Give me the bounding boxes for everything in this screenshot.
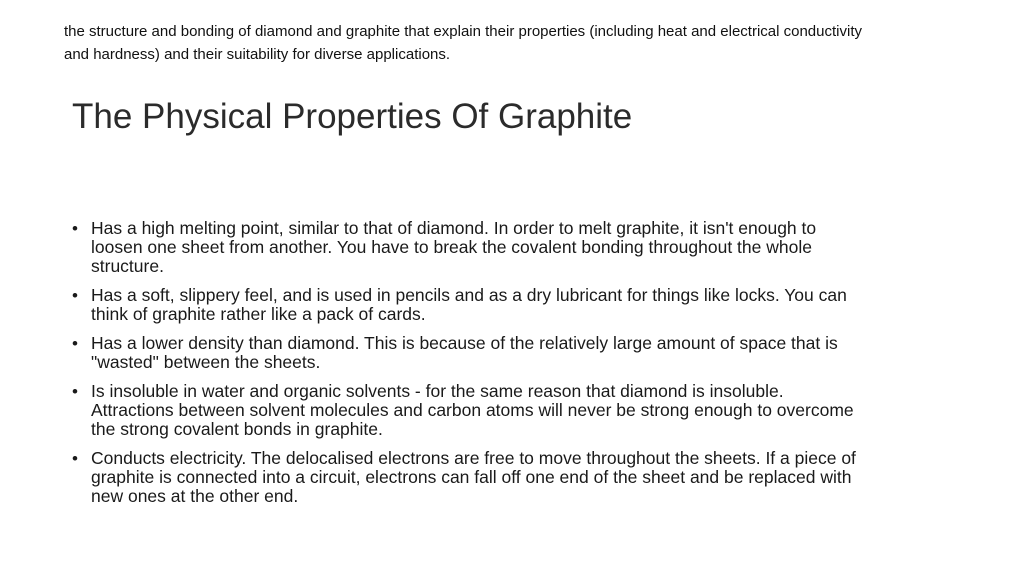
bullet-point-icon: • (72, 334, 78, 353)
bullet-item-melting-point (72, 219, 862, 276)
bullet-text: Has a soft, slippery feel, and is used in pencils and as a dry lubricant for things like locks. You can think of graphite rather like a pack of cards. (91, 285, 847, 324)
bullet-item-conducts-electricity (72, 449, 862, 506)
bullet-item-soft-slippery (72, 286, 862, 324)
header-note: the structure and bonding of diamond and graphite that explain their properties (including heat and electrical conductivity and hardness) and their suitability for diverse applications. (64, 23, 862, 63)
slide-title: The Physical Properties Of Graphite (72, 97, 633, 136)
bullet-text: Has a high melting point, similar to that of diamond. In order to melt graphite, it isn't enough to loosen one sheet from another. You have to break the covalent bonding throughout the whole structure. (91, 218, 817, 276)
bullet-item-density (72, 334, 862, 372)
bullet-list (72, 219, 862, 516)
bullet-text: Is insoluble in water and organic solvents - for the same reason that diamond is insoluble. Attractions between solvent molecules and carbon atoms will never be strong enough to overcome the strong covalent bonds in graphite. (91, 381, 854, 439)
bullet-point-icon: • (72, 449, 78, 468)
bullet-point-icon: • (72, 286, 78, 305)
bullet-text: Has a lower density than diamond. This is because of the relatively large amount of space that is "wasted" between the sheets. (91, 333, 838, 372)
bullet-point-icon: • (72, 219, 78, 238)
bullet-text: Conducts electricity. The delocalised electrons are free to move throughout the sheets. If a piece of graphite is connected into a circuit, electrons can fall off one end of the sheet and be replaced with new ones at the other end. (91, 448, 856, 506)
bullet-point-icon: • (72, 382, 78, 401)
bullet-item-insoluble (72, 382, 862, 439)
